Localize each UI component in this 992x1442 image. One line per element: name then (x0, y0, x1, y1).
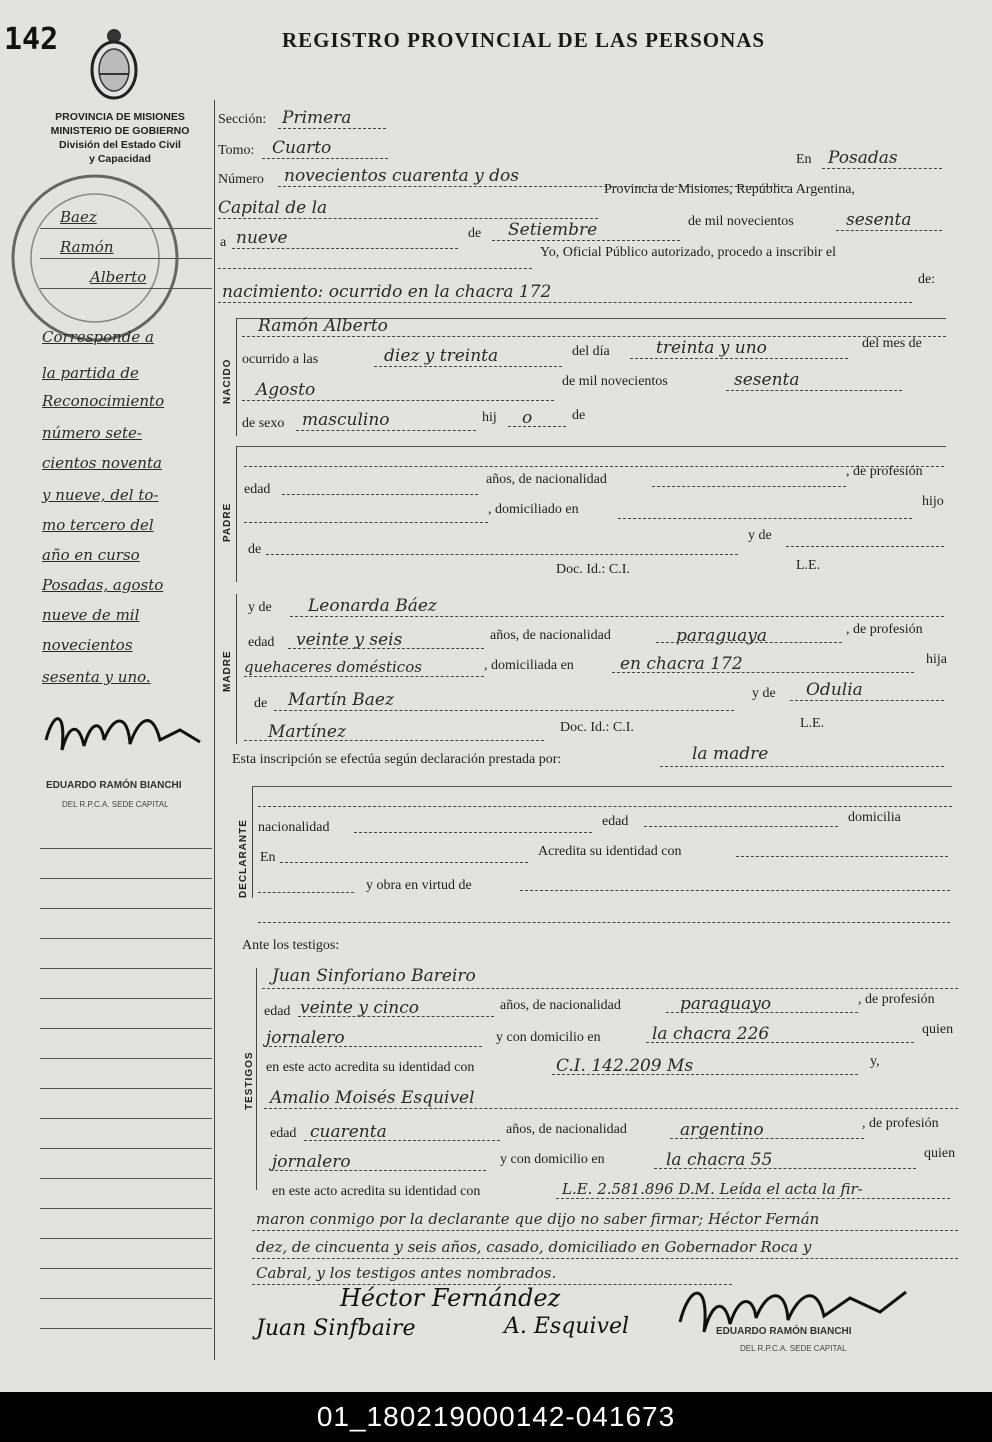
testigo2-nac-label: años, de nacionalidad (506, 1122, 627, 1137)
madre-edad: veinte y seis (296, 630, 403, 650)
issuer-ministry: MINISTERIO DE GOBIERNO (50, 125, 190, 137)
testigo1-quien-label: quien (922, 1022, 954, 1037)
issuer-capacity: y Capacidad (89, 153, 151, 165)
testigo1-nombre: Juan Sinforiano Bareiro (272, 966, 476, 986)
numero-value: novecientos cuarenta y dos (284, 166, 519, 186)
testigos-section-label: TESTIGOS (244, 1051, 255, 1110)
padre-de-label: de (248, 542, 262, 557)
declarante-dom-label: domicilia (848, 810, 901, 825)
declarante-value: la madre (692, 744, 769, 764)
sexo-value: masculino (302, 410, 390, 430)
margin-name-1: Baez (60, 208, 97, 226)
testigo1-acredita-label: en este acto acredita su identidad con (266, 1060, 475, 1075)
padre-nac-label: años, de nacionalidad (486, 472, 607, 487)
declarante-en-label: En (260, 850, 276, 865)
padre-le-label: L.E. (796, 558, 821, 573)
en-value: Posadas (828, 148, 898, 168)
issuer-province: PROVINCIA DE MISIONES (55, 111, 185, 123)
provincia-label: Provincia de Misiones, República Argentina, (604, 182, 855, 197)
testigo2-nombre: Amalio Moisés Esquivel (270, 1088, 475, 1108)
margin-note-10: nueve de mil (42, 606, 140, 624)
cierre-line-2: dez, de cincuenta y seis años, casado, domiciliado en Gobernador Roca y (256, 1238, 812, 1256)
mes-nac-value: Agosto (256, 380, 316, 400)
tomo-label: Tomo: (218, 143, 255, 158)
margin-stamp-sub: DEL R.P.C.A. SEDE CAPITAL (62, 800, 169, 809)
de-mil-label: de mil novecientos (688, 214, 794, 229)
testigo1-edad: veinte y cinco (300, 998, 420, 1018)
margin-note-2: la partida de (42, 364, 139, 382)
testigo2-nac: argentino (680, 1120, 764, 1140)
madre-madre: Odulia (806, 680, 863, 700)
declarante-obra-label: y obra en virtud de (366, 878, 472, 893)
declarante-edad-label: edad (602, 814, 629, 829)
margin-note-6: y nueve, del to- (42, 486, 159, 504)
bottom-stamp-name: EDUARDO RAMÓN BIANCHI (716, 1326, 852, 1337)
testigo1-y-label: y, (870, 1054, 880, 1069)
testigo2-dom: la chacra 55 (666, 1150, 773, 1170)
madre-nombre: Leonarda Báez (308, 596, 437, 616)
madre-de-label: de (254, 696, 268, 711)
ante-testigos-label: Ante los testigos: (242, 938, 340, 953)
anio-nac-value: sesenta (734, 370, 800, 390)
declarante-section-label: DECLARANTE (238, 819, 249, 898)
testigo2-edad: cuarenta (310, 1122, 387, 1142)
testigo1-id: C.I. 142.209 Ms (556, 1056, 694, 1076)
margin-stamp-name: EDUARDO RAMÓN BIANCHI (46, 780, 182, 791)
coat-of-arms-icon (86, 26, 142, 102)
madre-y-de-label: y de (248, 600, 272, 615)
inscripcion-label: Esta inscripción se efectúa según declaración prestada por: (232, 752, 562, 767)
hora-value: diez y treinta (384, 346, 499, 366)
margin-name-2: Ramón (60, 238, 114, 256)
nacido-nombre: Ramón Alberto (258, 316, 388, 336)
document-title: REGISTRO PROVINCIAL DE LAS PERSONAS (282, 28, 766, 52)
madre-dom: en chacra 172 (620, 654, 743, 674)
del-mes-label: del mes de (862, 336, 922, 351)
padre-dom-label: , domiciliado en (488, 502, 579, 517)
padre-section-label: PADRE (222, 502, 233, 542)
madre-nac-label: años, de nacionalidad (490, 628, 611, 643)
de-label: de (468, 226, 482, 241)
capital-value: Capital de la (218, 198, 328, 218)
scan-code-footer: 01_180219000142-041673 (0, 1392, 992, 1442)
testigo1-edad-label: edad (264, 1004, 291, 1019)
dia-value: nueve (236, 228, 288, 248)
padre-doc-label: Doc. Id.: C.I. (556, 562, 630, 577)
testigo1-nac: paraguayo (680, 994, 772, 1014)
margin-note-8: año en curso (42, 546, 140, 564)
bottom-stamp-sub: DEL R.P.C.A. SEDE CAPITAL (740, 1344, 847, 1353)
madre-dom-label: , domiciliada en (484, 658, 574, 673)
madre-doc-label: Doc. Id.: C.I. (560, 720, 634, 735)
testigo2-acredita-label: en este acto acredita su identidad con (272, 1184, 481, 1199)
official-signature-icon (670, 1272, 920, 1352)
madre-prof-label: , de profesión (846, 622, 923, 637)
anio-value: sesenta (846, 210, 912, 230)
margin-note-1: Corresponde a (42, 328, 154, 346)
madre-nac: paraguaya (676, 626, 767, 646)
madre-prof: quehaceres domésticos (244, 658, 422, 676)
seccion-value: Primera (282, 108, 352, 128)
de-hij-label: de (572, 408, 586, 423)
tomo-value: Cuarto (272, 138, 332, 158)
testigo2-dom-label: y con domicilio en (500, 1152, 605, 1167)
testigo1-prof: jornalero (266, 1028, 345, 1048)
testigo2-edad-label: edad (270, 1126, 297, 1141)
del-dia-label: del día (572, 344, 610, 359)
margin-note-3: Reconocimiento (42, 392, 165, 410)
seccion-label: Sección: (218, 112, 267, 127)
margin-note-5: cientos noventa (42, 454, 162, 472)
testigo2-id: L.E. 2.581.896 D.M. Leída el acta la fir- (562, 1180, 863, 1198)
hij-value: o (522, 408, 533, 428)
firma-esquivel: A. Esquivel (504, 1314, 629, 1339)
issuer-division: División del Estado Civil (59, 139, 181, 151)
margin-note-9: Posadas, agosto (42, 576, 164, 594)
declarante-acredita-label: Acredita su identidad con (538, 844, 682, 859)
testigo1-dom: la chacra 226 (652, 1024, 770, 1044)
margin-signature-icon (40, 700, 210, 770)
de-mil-nac-label: de mil novecientos (562, 374, 668, 389)
testigo2-prof: jornalero (272, 1152, 351, 1172)
inscribir-value: nacimiento: ocurrido en la chacra 172 (222, 282, 552, 302)
padre-hijo-label: hijo (922, 494, 944, 509)
madre-le-label: L.E. (800, 716, 825, 731)
firma-juan-bareiro: Juan Sinfbaire (256, 1316, 416, 1341)
testigo1-nac-label: años, de nacionalidad (500, 998, 621, 1013)
testigo1-prof-label: , de profesión (858, 992, 935, 1007)
padre-y-de-label: y de (748, 528, 772, 543)
testigo2-quien-label: quien (924, 1146, 956, 1161)
dia-nac-value: treinta y uno (656, 338, 767, 358)
margin-note-4: número sete- (42, 424, 142, 442)
page-number: 142 (4, 22, 59, 57)
margin-note-12: sesenta y uno. (42, 668, 151, 686)
hij-label: hij (482, 410, 497, 425)
cierre-line-1: maron conmigo por la declarante que dijo no saber firmar; Héctor Fernán (256, 1210, 820, 1228)
margin-name-3: Alberto (90, 268, 147, 286)
testigo1-dom-label: y con domicilio en (496, 1030, 601, 1045)
madre-y-de2-label: y de (752, 686, 776, 701)
a-label: a (220, 235, 227, 250)
numero-label: Número (218, 172, 264, 187)
ocurrido-label: ocurrido a las (242, 352, 319, 367)
padre-edad-label: edad (244, 482, 271, 497)
madre-hija-label: hija (926, 652, 947, 667)
issuer-block (36, 110, 204, 166)
yo-label: Yo, Oficial Público autorizado, procedo a inscribir el (540, 245, 837, 260)
firma-hector-fernandez: Héctor Fernández (340, 1284, 561, 1312)
en-label: En (796, 152, 812, 167)
nacido-section-label: NACIDO (222, 358, 233, 404)
declarante-nac-label: nacionalidad (258, 820, 330, 835)
cierre-line-3: Cabral, y los testigos antes nombrados. (256, 1264, 557, 1282)
sexo-label: de sexo (242, 416, 285, 431)
mes-value: Setiembre (508, 220, 598, 240)
madre-section-label: MADRE (222, 650, 233, 692)
margin-note-11: novecientos (42, 636, 133, 654)
de-colon-label: de: (918, 272, 936, 287)
padre-prof-label: , de profesión (846, 464, 923, 479)
margin-note-7: mo tercero del (42, 516, 154, 534)
madre-padre: Martín Baez (288, 690, 394, 710)
testigo2-prof-label: , de profesión (862, 1116, 939, 1131)
madre-madre-apellido: Martínez (268, 722, 346, 742)
madre-edad-label: edad (248, 635, 275, 650)
